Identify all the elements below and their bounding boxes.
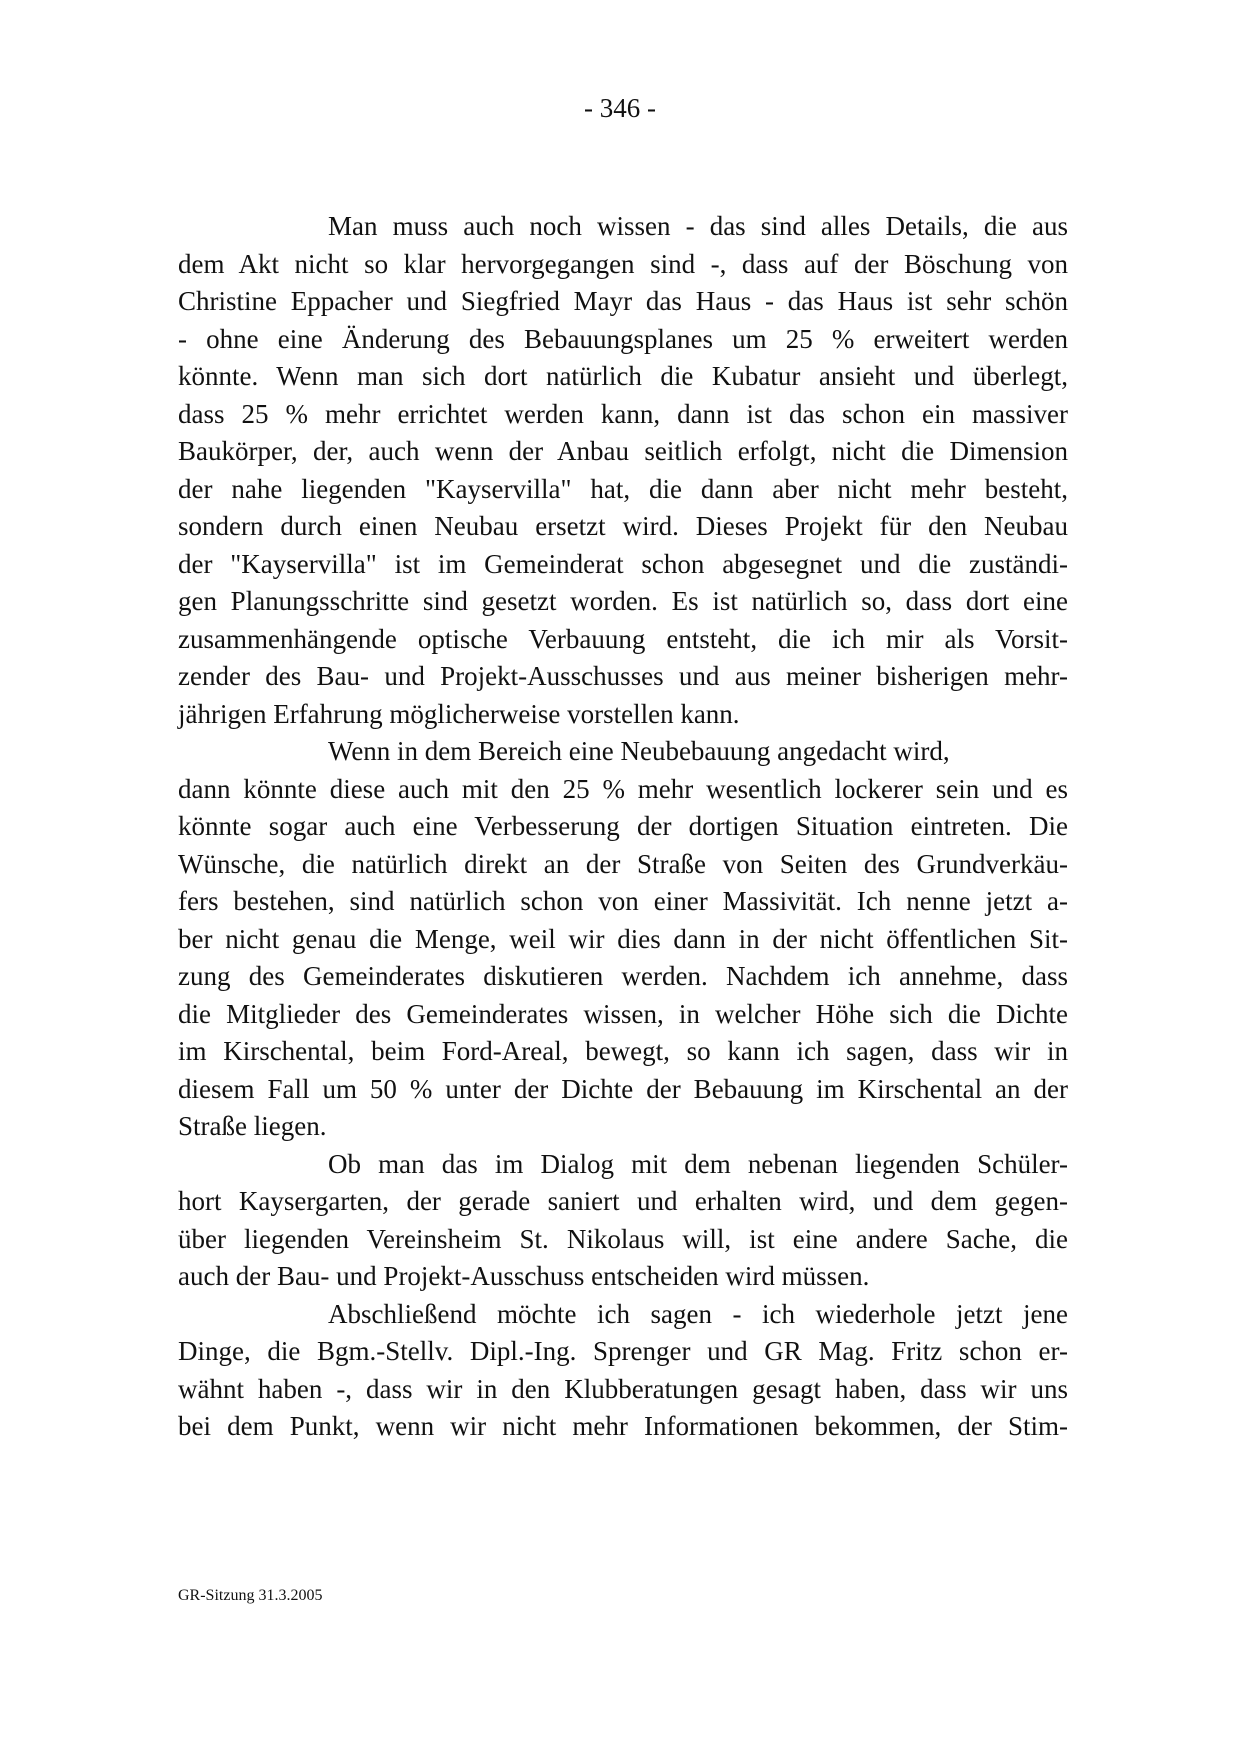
text-line: die Mitglieder des Gemeinderates wissen, in welcher Höhe sich die Dichte <box>178 998 1068 1029</box>
text-line: dass 25 % mehr errichtet werden kann, dann ist das schon ein massiver <box>178 398 1068 429</box>
text-line: Wenn in dem Bereich eine Neubebauung angedacht wird, <box>328 736 950 766</box>
text-line: hort Kaysergarten, der gerade saniert und erhalten wird, und dem gegen- <box>178 1186 1068 1216</box>
text-line: könnte sogar auch eine Verbesserung der dortigen Situation eintreten. Die <box>178 811 1068 841</box>
text-line: der "Kayservilla" ist im Gemeinderat schon abgesegnet und die zuständi- <box>178 548 1068 579</box>
text-line: jährigen Erfahrung möglicherweise vorstellen kann. <box>178 698 740 729</box>
text-line: gen Planungsschritte sind gesetzt worden. Es ist natürlich so, dass dort eine <box>178 586 1068 616</box>
text-line: Baukörper, der, auch wenn der Anbau seitlich erfolgt, nicht die Dimension <box>178 436 1068 466</box>
text-line: Christine Eppacher und Siegfried Mayr das Haus - das Haus ist sehr schön <box>178 286 1068 316</box>
text-line: bei dem Punkt, wenn wir nicht mehr Informationen bekommen, der Stim- <box>178 1411 1068 1441</box>
text-line: zung des Gemeinderates diskutieren werden. Nachdem ich annehme, dass <box>178 961 1068 991</box>
footer-session-label: GR-Sitzung 31.3.2005 <box>178 1587 323 1604</box>
body-text <box>178 208 1068 1446</box>
text-line: - ohne eine Änderung des Bebauungsplanes um 25 % erweitert werden <box>178 323 1068 354</box>
text-line: Ob man das im Dialog mit dem nebenan liegenden Schüler- <box>328 1148 1068 1179</box>
text-line: könnte. Wenn man sich dort natürlich die Kubatur ansieht und überlegt, <box>178 361 1068 391</box>
text-line: Abschließend möchte ich sagen - ich wiederhole jetzt jene <box>328 1298 1068 1329</box>
text-line: sondern durch einen Neubau ersetzt wird. Dieses Projekt für den Neubau <box>178 511 1068 541</box>
text-line: Man muss auch noch wissen - das sind alles Details, die aus <box>328 211 1068 241</box>
text-line: zender des Bau- und Projekt-Ausschusses und aus meiner bisherigen mehr- <box>178 661 1068 691</box>
text-line: zusammenhängende optische Verbauung entsteht, die ich mir als Vorsit- <box>178 623 1068 654</box>
text-line: dann könnte diese auch mit den 25 % mehr wesentlich lockerer sein und es <box>178 773 1068 804</box>
text-line: ber nicht genau die Menge, weil wir dies dann in der nicht öffentlichen Sit- <box>178 923 1068 954</box>
text-line: im Kirschental, beim Ford-Areal, bewegt, so kann ich sagen, dass wir in <box>178 1036 1068 1066</box>
text-line: der nahe liegenden "Kayservilla" hat, die dann aber nicht mehr besteht, <box>178 473 1068 504</box>
text-line: fers bestehen, sind natürlich schon von einer Massivität. Ich nenne jetzt a- <box>178 886 1068 916</box>
page-number: - 346 - <box>584 93 656 123</box>
text-line: diesem Fall um 50 % unter der Dichte der Bebauung im Kirschental an der <box>178 1073 1068 1104</box>
text-line: dem Akt nicht so klar hervorgegangen sind -, dass auf der Böschung von <box>178 248 1068 279</box>
text-line: wähnt haben -, dass wir in den Klubberatungen gesagt haben, dass wir uns <box>178 1373 1068 1404</box>
text-line: Dinge, die Bgm.-Stellv. Dipl.-Ing. Sprenger und GR Mag. Fritz schon er- <box>178 1336 1068 1366</box>
text-line: Wünsche, die natürlich direkt an der Straße von Seiten des Grundverkäu- <box>178 848 1068 879</box>
text-line: über liegenden Vereinsheim St. Nikolaus will, ist eine andere Sache, die <box>178 1223 1068 1254</box>
text-line: Straße liegen. <box>178 1111 327 1141</box>
text-line: auch der Bau- und Projekt-Ausschuss entscheiden wird müssen. <box>178 1261 870 1291</box>
